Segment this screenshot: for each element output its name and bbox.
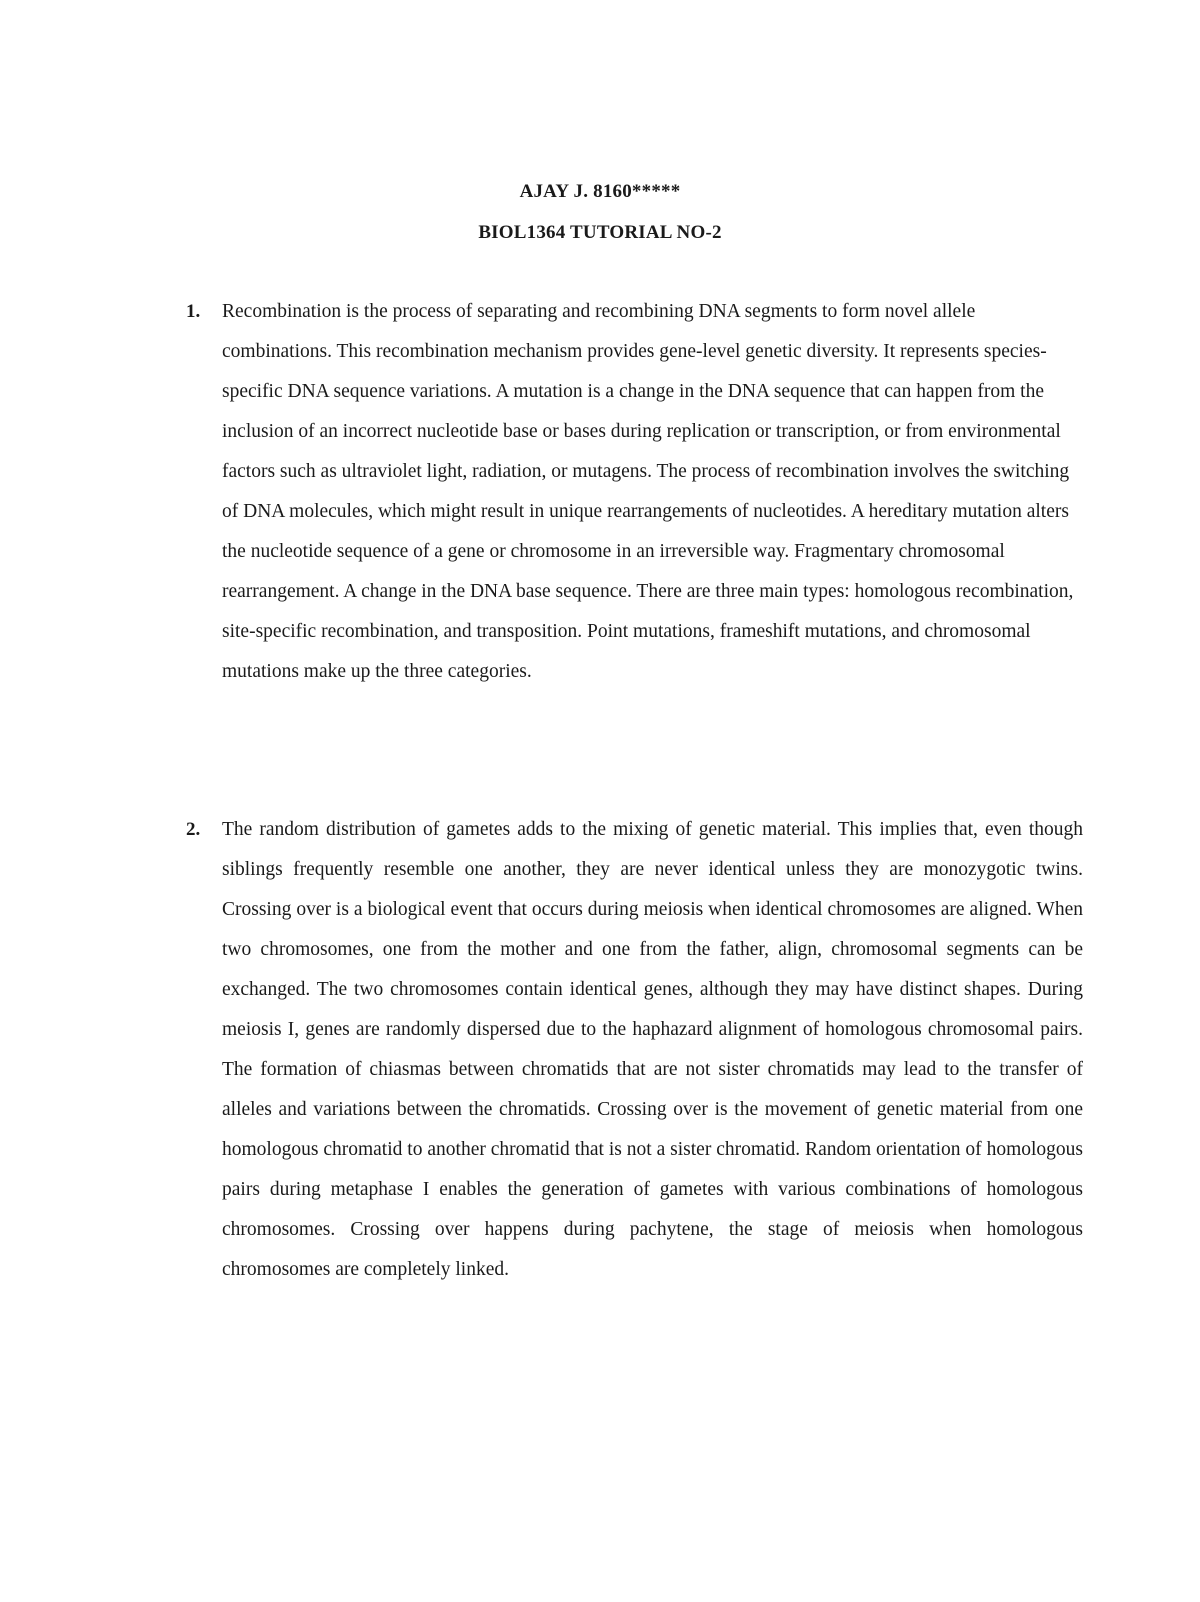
question-number: 1. bbox=[186, 301, 201, 322]
question-answer-text: Recombination is the process of separating and recombining DNA segments to form novel allele combinations. This recombination mechanism provides gene-level genetic diversity. It represents species-specific DNA sequence variations. A mutation is a change in the DNA sequence that can happen from the inclusion of an incorrect nucleotide base or bases during replication or transcription, or from environmental factors such as ultraviolet light, radiation, or mutagens. The process of recombination involves the switching of DNA molecules, which might result in unique rearrangements of nucleotides. A hereditary mutation alters the nucleotide sequence of a gene or chromosome in an irreversible way. Fragmentary chromosomal rearrangement. A change in the DNA base sequence. There are three main types: homologous recombination, site-specific recombination, and transposition. Point mutations, frameshift mutations, and chromosomal mutations make up the three categories. bbox=[222, 301, 1074, 682]
student-name-heading: AJAY J. 8160***** bbox=[519, 181, 681, 202]
course-title-heading: BIOL1364 TUTORIAL NO-2 bbox=[478, 222, 722, 243]
question-answer-text: The random distribution of gametes adds to the mixing of genetic material. This implies that, even though siblings frequently resemble one another, they are never identical unless they are monozygotic twins. Crossing over is a biological event that occurs during meiosis when identical chromosomes are aligned. When two chromosomes, one from the mother and one from the father, align, chromosomal segments can be exchanged. The two chromosomes contain identical genes, although they may have distinct shapes. During meiosis I, genes are randomly dispersed due to the haphazard alignment of homologous chromosomal pairs. The formation of chiasmas between chromatids that are not sister chromatids may lead to the transfer of alleles and variations between the chromatids. Crossing over is the movement of genetic material from one homologous chromatid to another chromatid that is not a sister chromatid. Random orientation of homologous pairs during metaphase I enables the generation of gametes with various combinations of homologous chromosomes. Crossing over happens during pachytene, the stage of meiosis when homologous chromosomes are completely linked. bbox=[222, 819, 1083, 1280]
question-number: 2. bbox=[186, 819, 201, 840]
